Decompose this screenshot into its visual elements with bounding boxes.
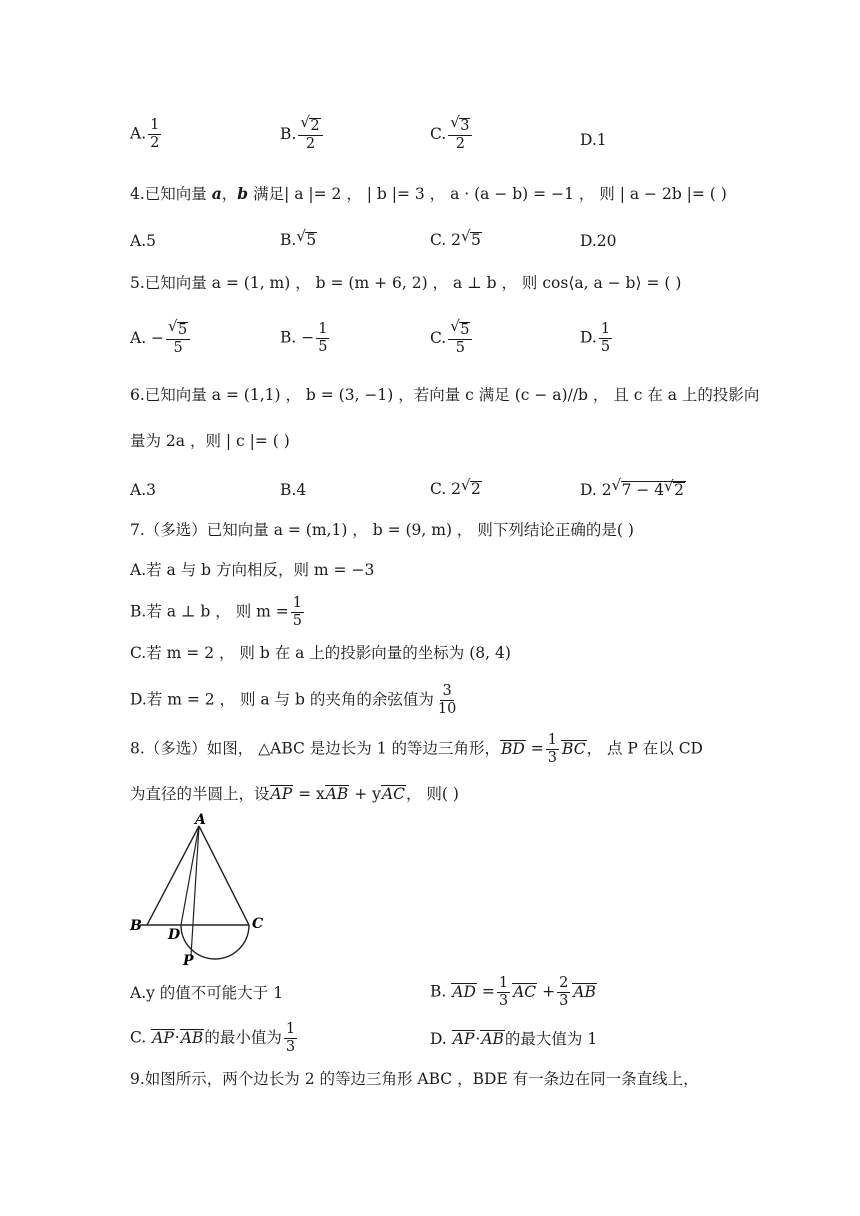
q6-option-d: D. 2√ 7 − 4√ 2 <box>580 481 686 499</box>
q8-stem-line2: 为直径的半圆上，设AP = xAB + yAC， 则( ) <box>130 785 459 803</box>
q4-option-d: D.20 <box>580 232 617 250</box>
q6-option-b: B.4 <box>280 481 307 499</box>
q5-option-d: D. $\frac{1}{5}$ <box>580 321 611 356</box>
q7-option-d: D.若 m = 2 ， 则 a 与 b 的夹角的余弦值为 $\frac{3}{10}$ <box>130 683 457 718</box>
side-ab <box>147 826 199 925</box>
q5-option-c: C. √ $\frac{5}{5}$ <box>430 322 474 356</box>
q5-option-b: B. − $\frac{1}{5}$ <box>280 321 328 356</box>
q3-option-a: A. $\frac{1}{2}$ <box>130 117 160 152</box>
q6-stem-line2: 量为 2a ，则 | c |= ( ) <box>130 432 290 450</box>
q6-option-a: A.3 <box>130 481 156 499</box>
label-b: B <box>130 918 142 934</box>
q7-option-a: A.若 a 与 b 方向相反，则 m = −3 <box>130 561 375 579</box>
q5-stem: 5.已知向量 a = (1, m) ， b = (m + 6, 2) ， a ⊥ b ， 则 cos⟨a, a − b⟩ = ( ) <box>130 274 682 292</box>
q3-option-b: B. √ $\frac{2}{2}$ <box>280 118 325 152</box>
q4-option-c: C. 2√ 5 <box>430 232 482 249</box>
q7-option-b: B.若 a ⊥ b ， 则 m = $\frac{1}{5}$ <box>130 595 302 630</box>
q4-option-b: B.√ 5 <box>280 232 317 249</box>
triangle-semicircle-figure <box>128 812 278 972</box>
label-c: C <box>252 916 264 932</box>
q4-option-a: A.5 <box>130 232 156 250</box>
q6-option-c: C. 2√ 2 <box>430 481 482 498</box>
q8-option-a: A.y 的值不可能大于 1 <box>130 984 284 1002</box>
q7-stem: 7.（多选）已知向量 a = (m,1) ， b = (9, m) ， 则下列结论正确的是( ) <box>130 521 634 539</box>
q3-option-c: C. √ $\frac{3}{2}$ <box>430 118 474 152</box>
label-d: D <box>168 927 181 943</box>
q7-option-c: C.若 m = 2 ， 则 b 在 a 上的投影向量的坐标为 (8, 4) <box>130 644 511 662</box>
q8-option-b: B. AD = $\frac{1}{3}$ AC + $\frac{2}{3}$ AB <box>430 975 596 1010</box>
q3-option-d: D.1 <box>580 131 607 149</box>
q5-option-a: A. − √ $\frac{5}{5}$ <box>130 322 192 356</box>
q8-option-c: C. AP·AB的最小值为 $\frac{1}{3}$ <box>130 1021 296 1056</box>
label-p: P <box>183 953 194 969</box>
q6-stem-line1: 6.已知向量 a = (1,1) ， b = (3, −1) ，若向量 c 满足 (c − a)//b ， 且 c 在 a 上的投影向 <box>130 386 760 404</box>
q4-stem: 4.已知向量 a，b 满足| a |= 2 ， | b |= 3 ， a · (a − b) = −1 ， 则 | a − 2b |= ( ) <box>130 184 727 203</box>
label-a: A <box>195 812 206 828</box>
q9-stem-line1: 9.如图所示，两个边长为 2 的等边三角形 ABC ，BDE 有一条边在同一条直线上， <box>130 1070 699 1088</box>
side-ac <box>199 826 249 925</box>
q8-option-d: D. AP·AB的最大值为 1 <box>430 1030 598 1048</box>
q8-stem-line1: 8.（多选）如图， △ABC 是边长为 1 的等边三角形，BD = $\frac{1}{3}$ BC， 点 P 在以 CD <box>130 732 703 767</box>
